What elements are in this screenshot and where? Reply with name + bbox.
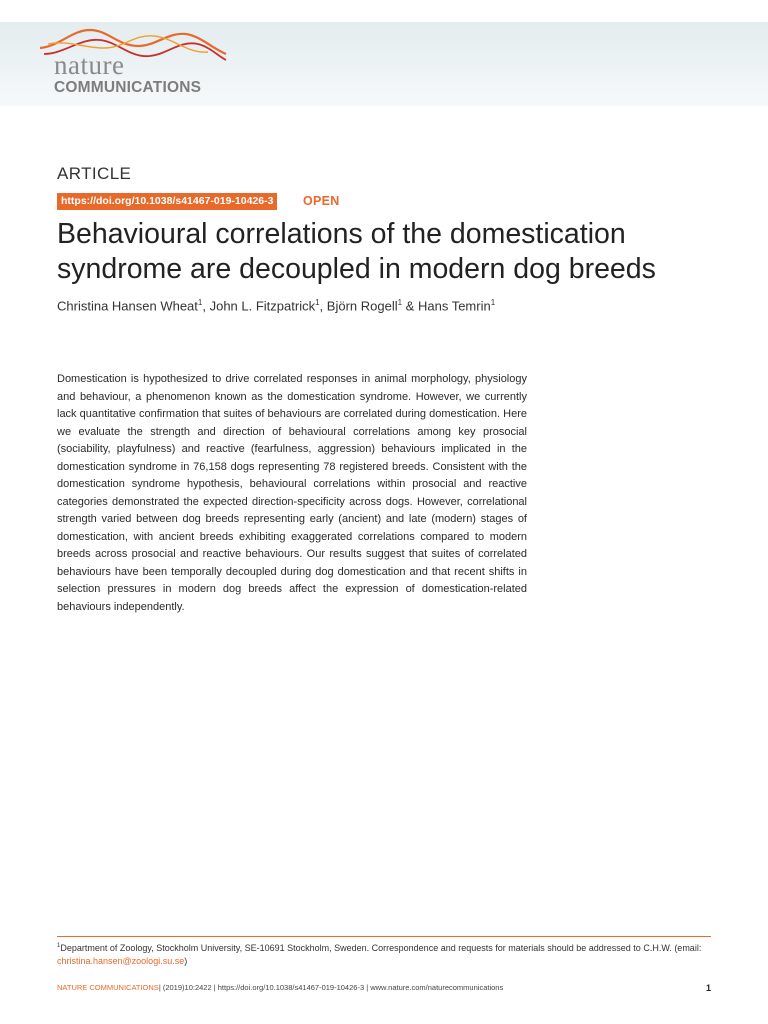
journal-header-band	[0, 22, 768, 106]
article-type-label: ARTICLE	[57, 164, 132, 183]
author-affiliation-marker: 1	[490, 298, 496, 307]
author-list	[57, 298, 737, 313]
author-affiliation-marker: 1	[397, 298, 403, 307]
footnote-divider	[57, 936, 711, 937]
logo-nature-text: nature	[54, 50, 125, 80]
article-title: Behavioural correlations of the domestication syndrome are decoupled in modern dog breeds	[57, 218, 656, 285]
open-access-label: OPEN	[303, 194, 340, 208]
author-affiliation-marker: 1	[315, 298, 320, 307]
author-separator: ,	[202, 298, 210, 314]
footnote-marker: 1	[57, 943, 61, 949]
page-number: 1	[705, 983, 711, 993]
author-name: Björn Rogell	[326, 298, 398, 314]
page-footer	[57, 983, 711, 992]
footer-citation: | (2019)10:2422 | https://doi.org/10.1038/s41467-019-10426-3 | www.nature.com/naturecommunications	[158, 983, 504, 992]
author-separator: ,	[319, 298, 327, 314]
author-separator: &	[402, 298, 418, 314]
author-affiliation-marker: 1	[197, 298, 203, 307]
affiliation-footnote	[57, 940, 711, 968]
correspondence-email-link[interactable]: christina.hansen@zoologi.su.se	[57, 956, 185, 966]
footnote-close: )	[184, 956, 188, 966]
author-name: John L. Fitzpatrick	[209, 298, 316, 314]
logo-communications-text: COMMUNICATIONS	[54, 79, 202, 96]
doi-link[interactable]: https://doi.org/10.1038/s41467-019-10426-3	[57, 193, 277, 210]
author-name: Christina Hansen Wheat	[57, 298, 198, 314]
author-name: Hans Temrin	[417, 298, 491, 314]
abstract-text: Domestication is hypothesized to drive correlated responses in animal morphology, physiology and behaviour, a phenomenon known as the domestication syndrome. However, we currently lack quantitative confirmation that suites of behaviours are correlated during domestication. Here we evaluate the strength and direction of behavioural correlations among key prosocial (sociability, playfulness) and reactive (fearfulness, aggression) behaviours implicated in the domestication syndrome in 76,158 dogs representing 78 registered breeds. Consistent with the domestication syndrome hypothesis, behavioural correlations within prosocial and reactive categories demonstrated the expected direction-specificity across dogs. However, correlational strength varied between dog breeds representing early (ancient) and late (modern) stages of domestication, with ancient breeds exhibiting exaggerated correlations compared to modern breeds across prosocial and reactive behaviours. Our results suggest that suites of correlated behaviours have been temporally decoupled during dog domestication and that recent shifts in selection pressures in modern dog breeds affect the expression of domestication-related behaviours independently.	[57, 373, 527, 613]
footer-journal-name: NATURE COMMUNICATIONS	[57, 983, 159, 992]
footnote-text: Department of Zoology, Stockholm University, SE-10691 Stockholm, Sweden. Correspondence and requests for materials should be addressed to C.H.W. (email:	[60, 943, 702, 953]
